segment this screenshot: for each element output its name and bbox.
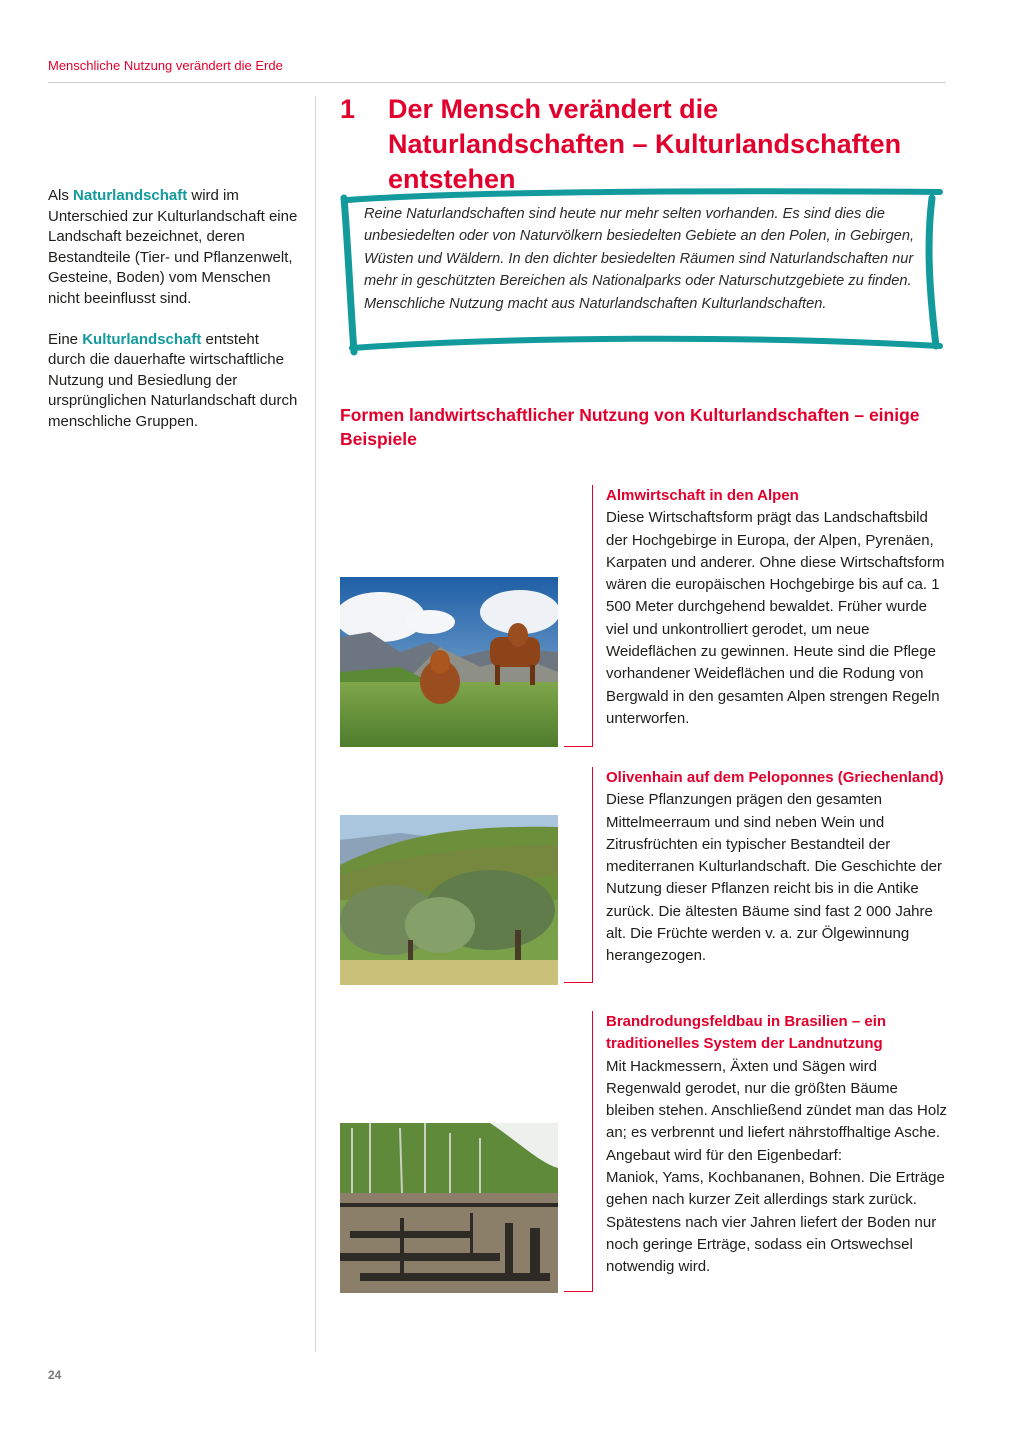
page-number: 24	[48, 1368, 62, 1382]
example-text	[606, 767, 950, 968]
photo-olive-grove	[340, 815, 558, 985]
example-olivenhain	[340, 767, 950, 987]
example-body: Diese Wirtschaftsform prägt das Landschaftsbild der Hochgebirge in Europa, der Alpen, Pyrenäen, Karpaten und anderer. Ohne diese Wirtschaftsform wären die europäischen Hochgebirge bis auf ca. 1 500 Meter durchgehend bewaldet. Früher wurde viel und unkontrolliert gerodet, um neue Weideflächen zu gewinnen. Heute sind die Pflege vorhandener Weideflächen und die Rodung von Bergwald in den gesamten Alpen strengen Regeln unterworfen.	[606, 509, 945, 727]
example-title: Almwirtschaft in den Alpen	[606, 487, 799, 504]
running-head: Menschliche Nutzung verändert die Erde	[48, 58, 283, 73]
example-body-continued: Maniok, Yams, Kochbananen, Bohnen. Die Erträge gehen nach kurzer Zeit allerdings stark zurück. Spätestens nach vier Jahren liefert der Boden nur noch geringe Erträge, sodass ein Ortswechsel notwendig wird.	[606, 1169, 945, 1276]
column-divider	[315, 96, 316, 1352]
example-title: Brandrodungsfeldbau in Brasilien – ein traditionelles System der Landnutzung	[606, 1013, 887, 1053]
definitions-sidebar	[48, 186, 298, 453]
header-divider	[48, 82, 946, 83]
example-body: Diese Pflanzungen prägen den gesamten Mittelmeerraum und sind neben Wein und Zitrusfrüchten ein typischer Bestandteil der mediterranen Kulturlandschaft. Die Geschichte der Nutzung dieser Pflanzen reicht bis in die Antike zurück. Die ältesten Bäume sind fast 2 000 Jahre alt. Die Früchte werden v. a. zur Ölgewinnung herangezogen.	[606, 791, 943, 965]
caption-bracket	[592, 767, 593, 983]
photo-slash-and-burn-clearing	[340, 1123, 558, 1293]
cows-photo-illustration	[340, 577, 558, 747]
definition-text: wird im Unterschied zur Kulturlandschaft eine Landschaft bezeichnet, deren Bestandteile (Tier- und Pflanzenwelt, Gesteine, Boden) vom Menschen nicht beeinflusst sind.	[48, 187, 298, 307]
chapter-number: 1	[340, 94, 356, 124]
term-kulturlandschaft: Kulturlandschaft	[82, 330, 202, 348]
caption-bracket	[592, 485, 593, 747]
example-text	[606, 485, 950, 730]
intro-box	[340, 186, 944, 356]
example-brandrodung	[340, 1011, 950, 1311]
section-heading: Formen landwirtschaftlicher Nutzung von Kulturlandschaften – einige Beispiele	[340, 405, 920, 449]
intro-text: Reine Naturlandschaften sind heute nur mehr selten vorhanden. Es sind dies die unbesiedelten oder von Naturvölkern besiedelten Gebiete an den Polen, in Gebirgen, Wüsten und Wäldern. In den dichter besiedelten Räumen sind Naturlandschaften nur mehr in geschützten Bereichen als Nationalparks oder Naturschutzgebiete zu finden. Menschliche Nutzung macht aus Naturlandschaften Kulturlandschaften.	[364, 206, 915, 312]
caption-bracket-foot	[564, 982, 593, 983]
definition-prefix: Eine	[48, 330, 83, 348]
caption-bracket-foot	[564, 1291, 593, 1292]
chapter-title: Der Mensch verändert die Naturlandschaften – Kulturlandschaften entstehen	[388, 94, 902, 194]
example-text	[606, 1011, 950, 1279]
term-naturlandschaft: Naturlandschaft	[73, 187, 188, 204]
olive-grove-photo-illustration	[340, 815, 558, 985]
caption-bracket	[592, 1011, 593, 1292]
definition-kulturlandschaft	[48, 330, 298, 433]
example-body: Mit Hackmessern, Äxten und Sägen wird Regenwald gerodet, nur die größten Bäume bleiben stehen. Anschließend zündet man das Holz an; es verbrennt und liefert nährstoffhaltige Asche. Angebaut wird für den Eigenbedarf:	[606, 1057, 948, 1164]
definition-naturlandschaft	[48, 186, 298, 310]
photo-cows-alpine-meadow	[340, 577, 558, 747]
caption-bracket-foot	[564, 746, 593, 747]
example-almwirtschaft	[340, 485, 950, 755]
definition-prefix: Als	[48, 187, 74, 204]
slash-and-burn-photo-illustration	[340, 1123, 558, 1293]
definition-text: entsteht durch die dauerhafte wirtschaftliche Nutzung und Besiedlung der ursprünglichen Naturlandschaft durch menschliche Gruppen.	[48, 330, 298, 430]
example-title: Olivenhain auf dem Peloponnes (Griechenland)	[606, 769, 944, 786]
